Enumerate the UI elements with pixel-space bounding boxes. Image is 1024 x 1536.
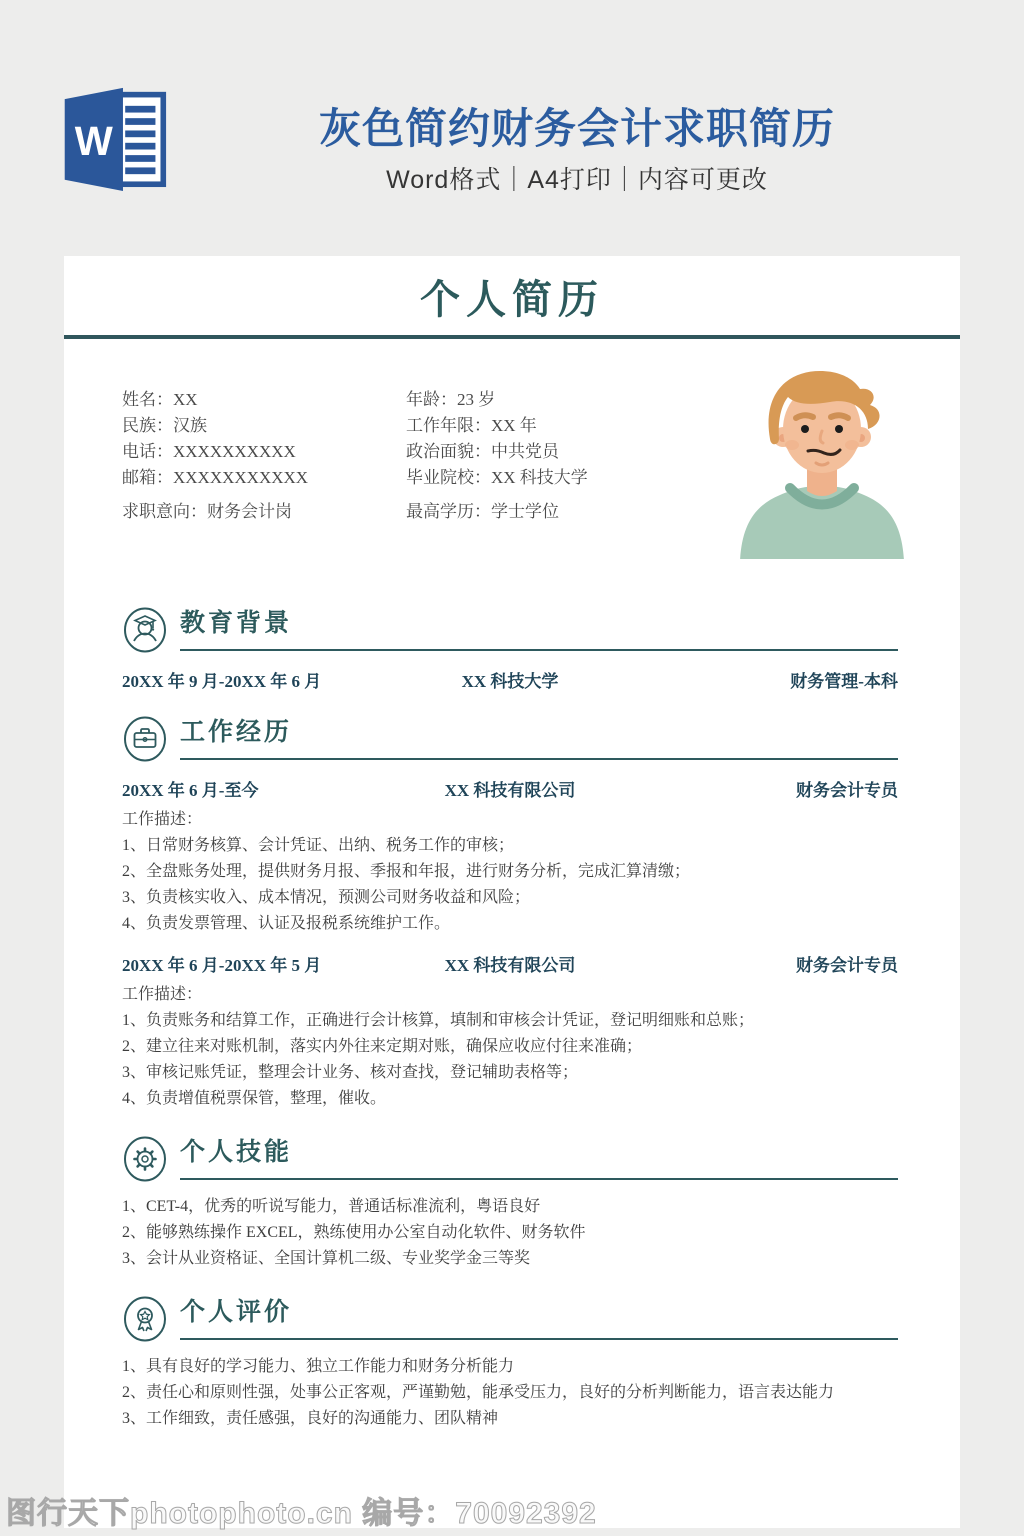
personal-info-section <box>122 387 898 583</box>
education-heading: 教育背景 <box>180 610 293 637</box>
resume-card <box>64 256 960 1528</box>
info-right-column <box>406 387 736 525</box>
job-bullet: 4、负责发票管理、认证及报税系统维护工作。 <box>122 915 451 932</box>
template-subtitle: Word格式｜A4打印｜内容可更改 <box>386 166 768 194</box>
watermark-text: 图行天下photophoto.cn 编号：70092392 <box>6 1497 597 1530</box>
skills-heading: 个人技能 <box>180 1139 293 1166</box>
promo-header <box>0 0 1024 256</box>
evaluation-item: 1、具有良好的学习能力、独立工作能力和财务分析能力 <box>122 1358 515 1375</box>
graduate-icon <box>122 607 168 653</box>
job-desc-label: 工作描述： <box>122 986 203 1003</box>
work-section <box>122 716 898 1112</box>
resume-title: 个人简历 <box>420 277 604 322</box>
job-title: 财务会计专员 <box>795 781 898 800</box>
education-major: 财务管理-本科 <box>790 672 898 691</box>
skills-section <box>122 1136 898 1272</box>
job-period: 20XX 年 6 月-至今 <box>122 781 259 800</box>
job-desc-label: 工作描述： <box>122 811 203 828</box>
education-period: 20XX 年 9 月-20XX 年 6 月 <box>122 672 322 691</box>
briefcase-icon <box>122 716 168 762</box>
info-email: 邮箱：XXXXXXXXXXX <box>122 468 309 487</box>
info-experience-years: 工作年限：XX 年 <box>406 416 537 435</box>
education-school: XX 科技大学 <box>461 672 559 691</box>
skill-item: 3、会计从业资格证、全国计算机二级、专业奖学金三等奖 <box>122 1250 531 1267</box>
job-entry <box>122 776 898 801</box>
job-bullet: 3、负责核实收入、成本情况，预测公司财务收益和风险； <box>122 889 531 906</box>
avatar <box>734 365 910 559</box>
job-bullet: 4、负责增值税票保管，整理，催收。 <box>122 1090 387 1107</box>
job-period: 20XX 年 6 月-20XX 年 5 月 <box>122 956 322 975</box>
job-bullet: 2、建立往来对账机制，落实内外往来定期对账，确保应收应付往来准确； <box>122 1038 643 1055</box>
info-political-status: 政治面貌：中共党员 <box>406 442 559 461</box>
job-bullet: 2、全盘账务处理，提供财务月报、季报和年报，进行财务分析，完成汇算清缴； <box>122 863 691 880</box>
info-age: 年龄：23 岁 <box>406 390 496 409</box>
template-title: 灰色简约财务会计求职简历 <box>318 105 835 152</box>
work-heading: 工作经历 <box>180 719 293 746</box>
job-bullet: 3、审核记账凭证，整理会计业务、核对查找，登记辅助表格等； <box>122 1064 579 1081</box>
avatar-illustration <box>734 365 910 559</box>
title-divider <box>64 335 960 339</box>
job-entry <box>122 951 898 976</box>
job-company: XX 科技有限公司 <box>444 956 576 975</box>
education-entry <box>122 667 898 692</box>
evaluation-heading: 个人评价 <box>180 1299 293 1326</box>
skill-item: 2、能够熟练操作 EXCEL，熟练使用办公室自动化软件、财务软件 <box>122 1224 586 1241</box>
gear-icon <box>122 1136 168 1182</box>
job-bullet: 1、日常财务核算、会计凭证、出纳、税务工作的审核； <box>122 837 515 854</box>
education-section <box>122 607 898 692</box>
info-phone: 电话：XXXXXXXXXX <box>122 442 296 461</box>
info-school: 毕业院校：XX 科技大学 <box>406 468 588 487</box>
info-job-intent: 求职意向：财务会计岗 <box>122 502 292 521</box>
job-bullet: 1、负责账务和结算工作，正确进行会计核算，填制和审核会计凭证，登记明细账和总账； <box>122 1012 755 1029</box>
evaluation-section <box>122 1296 898 1432</box>
skill-item: 1、CET-4，优秀的听说写能力，普通话标准流利，粤语良好 <box>122 1198 541 1215</box>
info-ethnicity: 民族：汉族 <box>122 416 207 435</box>
word-logo-icon <box>58 86 170 194</box>
info-name: 姓名：XX <box>122 390 198 409</box>
evaluation-item: 2、责任心和原则性强，处事公正客观，严谨勤勉，能承受压力，良好的分析判断能力，语言表达能力 <box>122 1384 835 1401</box>
info-left-column <box>122 387 406 525</box>
job-company: XX 科技有限公司 <box>444 781 576 800</box>
evaluation-item: 3、工作细致，责任感强，良好的沟通能力、团队精神 <box>122 1410 499 1427</box>
job-title: 财务会计专员 <box>795 956 898 975</box>
award-icon <box>122 1296 168 1342</box>
info-degree: 最高学历：学士学位 <box>406 502 559 521</box>
svg-text:W: W <box>74 118 113 165</box>
